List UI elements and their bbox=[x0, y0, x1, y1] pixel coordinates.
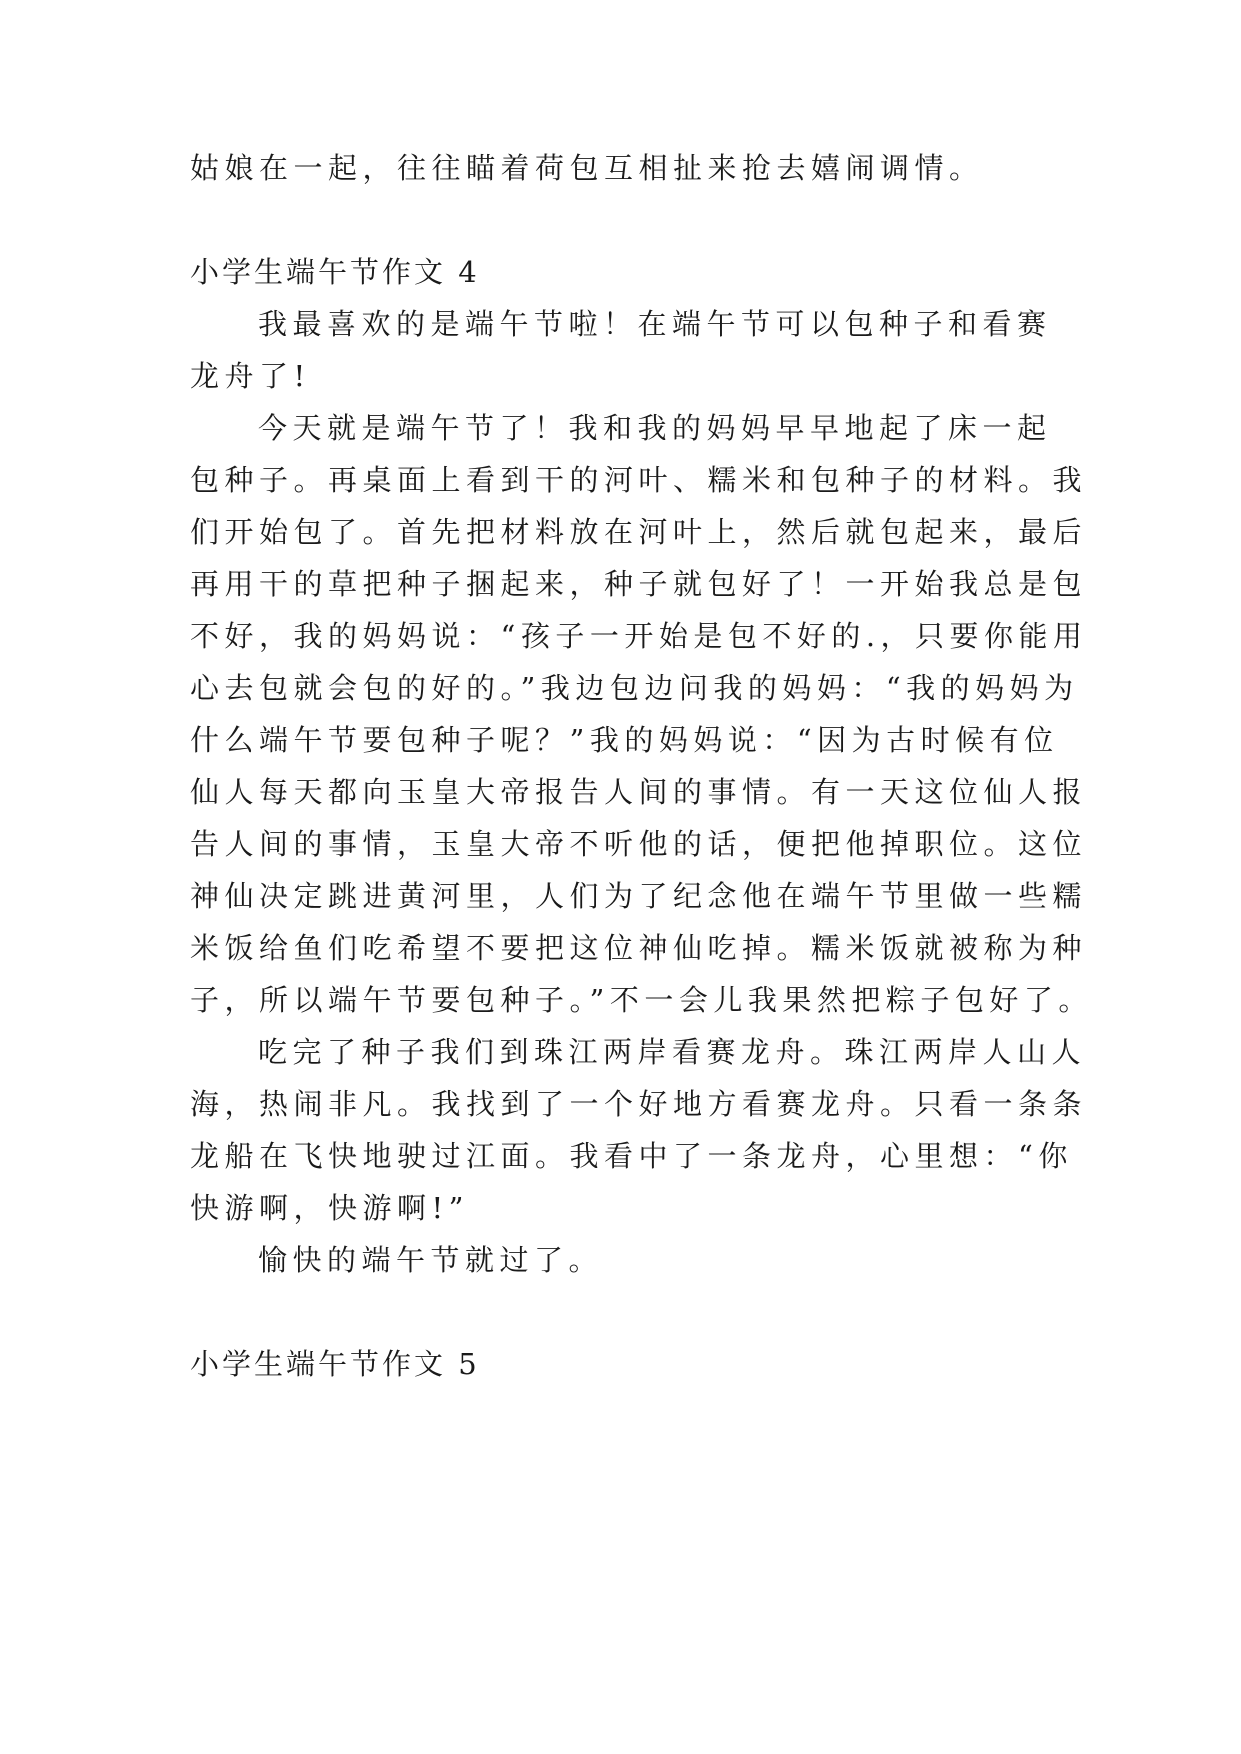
paragraph-line: 仙人每天都向玉皇大帝报告人间的事情。有一天这位仙人报 bbox=[190, 775, 1088, 809]
paragraph-line: 们开始包了。首先把材料放在河叶上，然后就包起来，最后 bbox=[190, 515, 1088, 549]
paragraph-line: 包种子。再桌面上看到干的河叶、糯米和包种子的材料。我 bbox=[190, 463, 1088, 497]
paragraph-line: 不好，我的妈妈说：“孩子一开始是包不好的.，只要你能用 bbox=[190, 619, 1088, 653]
paragraph-line: 海，热闹非凡。我找到了一个好地方看赛龙舟。只看一条条 bbox=[190, 1087, 1088, 1121]
paragraph-line: 龙舟了! bbox=[190, 359, 311, 393]
paragraph-line: 愉快的端午节就过了。 bbox=[258, 1243, 604, 1277]
paragraph-line: 吃完了种子我们到珠江两岸看赛龙舟。珠江两岸人山人 bbox=[258, 1035, 1087, 1069]
paragraph-line: 今天就是端午节了！我和我的妈妈早早地起了床一起 bbox=[258, 411, 1052, 445]
essay-4-title: 小学生端午节作文 4 bbox=[190, 255, 480, 289]
paragraph-line: 米饭给鱼们吃希望不要把这位神仙吃掉。糯米饭就被称为种 bbox=[190, 931, 1088, 965]
paragraph-line: 神仙决定跳进黄河里，人们为了纪念他在端午节里做一些糯 bbox=[190, 879, 1088, 913]
paragraph-line: 我最喜欢的是端午节啦！在端午节可以包种子和看赛 bbox=[258, 307, 1052, 341]
paragraph-line: 再用干的草把种子捆起来，种子就包好了！一开始我总是包 bbox=[190, 567, 1088, 601]
paragraph-line: 告人间的事情，玉皇大帝不听他的话，便把他掉职位。这位 bbox=[190, 827, 1088, 861]
paragraph-line: 什么端午节要包种子呢？”我的妈妈说：“因为古时候有位 bbox=[190, 723, 1059, 757]
paragraph-line: 快游啊，快游啊!” bbox=[190, 1191, 469, 1225]
essay-5-title: 小学生端午节作文 5 bbox=[190, 1347, 480, 1381]
continuation-line: 姑娘在一起，往往瞄着荷包互相扯来抢去嬉闹调情。 bbox=[190, 151, 984, 185]
paragraph-line: 心去包就会包的好的。”我边包边问我的妈妈：“我的妈妈为 bbox=[190, 671, 1079, 705]
paragraph-line: 子，所以端午节要包种子。”不一会儿我果然把粽子包好了。 bbox=[190, 983, 1093, 1017]
paragraph-line: 龙船在飞快地驶过江面。我看中了一条龙舟，心里想：“你 bbox=[190, 1139, 1073, 1173]
